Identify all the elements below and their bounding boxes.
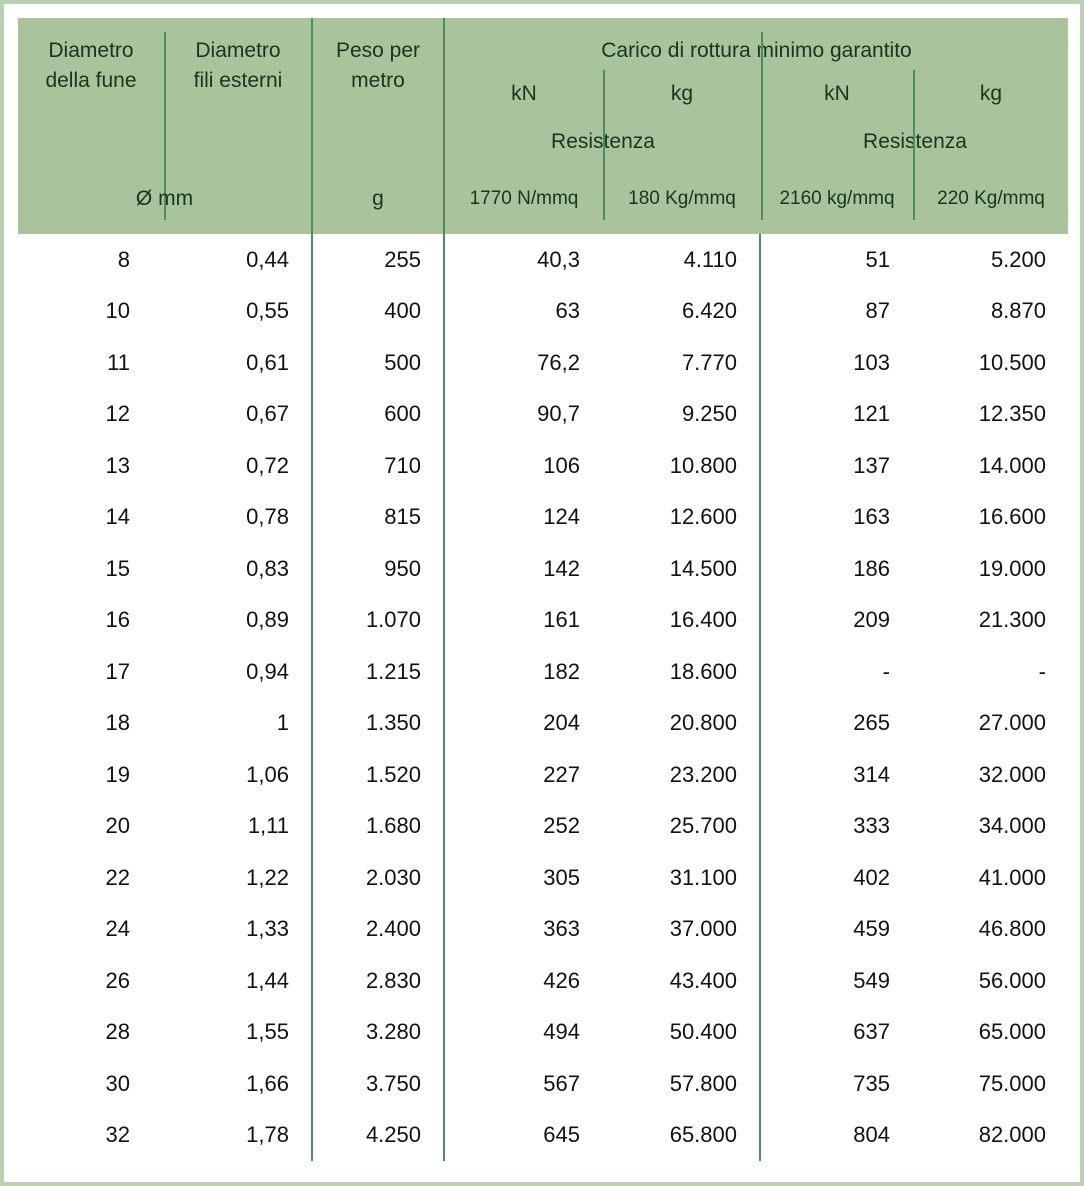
table-cell: - xyxy=(912,646,1068,698)
table-cell: 23.200 xyxy=(602,749,760,801)
table-cell: 305 xyxy=(444,852,602,904)
header-weight-line1: Peso per xyxy=(335,39,421,62)
header-rope-diameter-line1: Diametro xyxy=(48,39,134,62)
table-cell: 182 xyxy=(444,646,602,698)
header-outer-wire-diameter-line2: fili esterni xyxy=(193,69,283,92)
table-cell: 10 xyxy=(18,286,164,338)
header-breaking-load-group xyxy=(444,18,1068,234)
table-header xyxy=(18,18,1068,234)
table-row xyxy=(18,904,1068,956)
table-cell: 2.830 xyxy=(312,955,444,1007)
table-cell: 204 xyxy=(444,698,602,750)
table-cell: 12 xyxy=(18,389,164,441)
table-cell: 20 xyxy=(18,801,164,853)
table-cell: 41.000 xyxy=(912,852,1068,904)
table-cell: 314 xyxy=(760,749,912,801)
table-cell: 27.000 xyxy=(912,698,1068,750)
table-cell: 30 xyxy=(18,1058,164,1110)
table-cell: 400 xyxy=(312,286,444,338)
table-cell: 0,44 xyxy=(164,234,312,286)
table-cell: 17 xyxy=(18,646,164,698)
table-cell: 12.600 xyxy=(602,492,760,544)
table-cell: 106 xyxy=(444,440,602,492)
table-cell: 14.500 xyxy=(602,543,760,595)
table-cell: 1,78 xyxy=(164,1110,312,1162)
table-cell: 494 xyxy=(444,1007,602,1059)
table-cell: 0,55 xyxy=(164,286,312,338)
table-cell: - xyxy=(760,646,912,698)
header-g2-kg-unit: 220 Kg/mmq xyxy=(937,188,1045,209)
table-cell: 46.800 xyxy=(912,904,1068,956)
table-cell: 10.500 xyxy=(912,337,1068,389)
table-cell: 87 xyxy=(760,286,912,338)
header-g1-kg-unit: 180 Kg/mmq xyxy=(628,188,736,209)
table-cell: 265 xyxy=(760,698,912,750)
table-cell: 18.600 xyxy=(602,646,760,698)
table-cell: 124 xyxy=(444,492,602,544)
table-cell: 0,72 xyxy=(164,440,312,492)
table-cell: 1,06 xyxy=(164,749,312,801)
table-cell: 567 xyxy=(444,1058,602,1110)
table-row xyxy=(18,852,1068,904)
table-cell: 32 xyxy=(18,1110,164,1162)
header-diameter-group xyxy=(18,18,312,234)
table-cell: 2.030 xyxy=(312,852,444,904)
table-cell: 137 xyxy=(760,440,912,492)
header-g2-resistenza: Resistenza xyxy=(863,130,967,153)
header-g1-kn-unit: 1770 N/mmq xyxy=(469,188,579,209)
table-row xyxy=(18,389,1068,441)
table-cell: 252 xyxy=(444,801,602,853)
table-row xyxy=(18,337,1068,389)
header-g2-kg: kg xyxy=(979,82,1003,105)
header-outer-wire-diameter-line1: Diametro xyxy=(195,39,281,62)
table-cell: 645 xyxy=(444,1110,602,1162)
table-cell: 0,78 xyxy=(164,492,312,544)
table-row xyxy=(18,440,1068,492)
table-cell: 1.350 xyxy=(312,698,444,750)
table-row xyxy=(18,749,1068,801)
table-cell: 16 xyxy=(18,595,164,647)
table-cell: 0,67 xyxy=(164,389,312,441)
table-body xyxy=(18,234,1068,1161)
table-cell: 10.800 xyxy=(602,440,760,492)
table-cell: 255 xyxy=(312,234,444,286)
table-row xyxy=(18,1058,1068,1110)
table-cell: 5.200 xyxy=(912,234,1068,286)
table-cell: 459 xyxy=(760,904,912,956)
header-breaking-load-title: Carico di rottura minimo garantito xyxy=(601,39,912,62)
table-cell: 1,11 xyxy=(164,801,312,853)
table-cell: 6.420 xyxy=(602,286,760,338)
table-cell: 426 xyxy=(444,955,602,1007)
table-cell: 103 xyxy=(760,337,912,389)
table-cell: 121 xyxy=(760,389,912,441)
table-cell: 3.750 xyxy=(312,1058,444,1110)
table-cell: 65.000 xyxy=(912,1007,1068,1059)
table-cell: 37.000 xyxy=(602,904,760,956)
table-cell: 0,94 xyxy=(164,646,312,698)
table-cell: 65.800 xyxy=(602,1110,760,1162)
table-cell: 0,83 xyxy=(164,543,312,595)
table-cell: 19.000 xyxy=(912,543,1068,595)
table-cell: 56.000 xyxy=(912,955,1068,1007)
table-row xyxy=(18,234,1068,286)
header-weight-line2: metro xyxy=(351,69,405,92)
table-cell: 161 xyxy=(444,595,602,647)
table-cell: 34.000 xyxy=(912,801,1068,853)
table-row xyxy=(18,801,1068,853)
header-weight-unit: g xyxy=(372,187,384,210)
table-cell: 1,22 xyxy=(164,852,312,904)
table-cell: 1.520 xyxy=(312,749,444,801)
table-cell: 0,89 xyxy=(164,595,312,647)
table-cell: 4.250 xyxy=(312,1110,444,1162)
table-cell: 32.000 xyxy=(912,749,1068,801)
table-cell: 14 xyxy=(18,492,164,544)
header-weight-per-meter xyxy=(312,18,444,234)
table-cell: 1 xyxy=(164,698,312,750)
table-row xyxy=(18,698,1068,750)
table-cell: 9.250 xyxy=(602,389,760,441)
table-cell: 209 xyxy=(760,595,912,647)
table-row xyxy=(18,543,1068,595)
header-g1-kg: kg xyxy=(670,82,694,105)
table-cell: 82.000 xyxy=(912,1110,1068,1162)
table-cell: 637 xyxy=(760,1007,912,1059)
table-cell: 1.215 xyxy=(312,646,444,698)
table-cell: 57.800 xyxy=(602,1058,760,1110)
table-cell: 28 xyxy=(18,1007,164,1059)
table-row xyxy=(18,1110,1068,1162)
table-cell: 600 xyxy=(312,389,444,441)
table-cell: 227 xyxy=(444,749,602,801)
table-cell: 43.400 xyxy=(602,955,760,1007)
table-cell: 500 xyxy=(312,337,444,389)
table-cell: 26 xyxy=(18,955,164,1007)
header-g2-kn-unit: 2160 kg/mmq xyxy=(779,188,895,209)
header-g2-kn: kN xyxy=(824,82,850,105)
table-cell: 16.400 xyxy=(602,595,760,647)
table-cell: 22 xyxy=(18,852,164,904)
table-cell: 804 xyxy=(760,1110,912,1162)
table-cell: 21.300 xyxy=(912,595,1068,647)
table-cell: 1.070 xyxy=(312,595,444,647)
table-cell: 950 xyxy=(312,543,444,595)
table-cell: 815 xyxy=(312,492,444,544)
table-cell: 363 xyxy=(444,904,602,956)
table-cell: 0,61 xyxy=(164,337,312,389)
table-cell: 63 xyxy=(444,286,602,338)
table-cell: 12.350 xyxy=(912,389,1068,441)
table-cell: 3.280 xyxy=(312,1007,444,1059)
table-cell: 163 xyxy=(760,492,912,544)
table-cell: 31.100 xyxy=(602,852,760,904)
table-cell: 15 xyxy=(18,543,164,595)
table-cell: 7.770 xyxy=(602,337,760,389)
table-cell: 40,3 xyxy=(444,234,602,286)
table-cell: 710 xyxy=(312,440,444,492)
table-cell: 14.000 xyxy=(912,440,1068,492)
table-cell: 75.000 xyxy=(912,1058,1068,1110)
table-cell: 18 xyxy=(18,698,164,750)
table-cell: 16.600 xyxy=(912,492,1068,544)
table-cell: 90,7 xyxy=(444,389,602,441)
table-cell: 11 xyxy=(18,337,164,389)
header-g1-resistenza: Resistenza xyxy=(551,130,655,153)
table-cell: 13 xyxy=(18,440,164,492)
header-diameter-unit: Ø mm xyxy=(135,187,194,210)
table-cell: 25.700 xyxy=(602,801,760,853)
table-cell: 24 xyxy=(18,904,164,956)
table-row xyxy=(18,1007,1068,1059)
table-cell: 51 xyxy=(760,234,912,286)
table-row xyxy=(18,595,1068,647)
table-row xyxy=(18,646,1068,698)
table-row xyxy=(18,955,1068,1007)
table-row xyxy=(18,286,1068,338)
table-cell: 402 xyxy=(760,852,912,904)
header-rope-diameter-line2: della fune xyxy=(45,69,137,92)
table-cell: 549 xyxy=(760,955,912,1007)
table-cell: 1,33 xyxy=(164,904,312,956)
table-cell: 1,66 xyxy=(164,1058,312,1110)
table-cell: 76,2 xyxy=(444,337,602,389)
table-cell: 1.680 xyxy=(312,801,444,853)
table-cell: 142 xyxy=(444,543,602,595)
wire-rope-spec-table xyxy=(18,18,1068,1161)
table-cell: 19 xyxy=(18,749,164,801)
table-cell: 186 xyxy=(760,543,912,595)
table-cell: 2.400 xyxy=(312,904,444,956)
table-cell: 4.110 xyxy=(602,234,760,286)
table-cell: 8 xyxy=(18,234,164,286)
table-cell: 50.400 xyxy=(602,1007,760,1059)
table-cell: 1,44 xyxy=(164,955,312,1007)
table-cell: 333 xyxy=(760,801,912,853)
table-row xyxy=(18,492,1068,544)
table-cell: 20.800 xyxy=(602,698,760,750)
table-cell: 1,55 xyxy=(164,1007,312,1059)
table-cell: 735 xyxy=(760,1058,912,1110)
table-cell: 8.870 xyxy=(912,286,1068,338)
header-g1-kn: kN xyxy=(511,82,537,105)
